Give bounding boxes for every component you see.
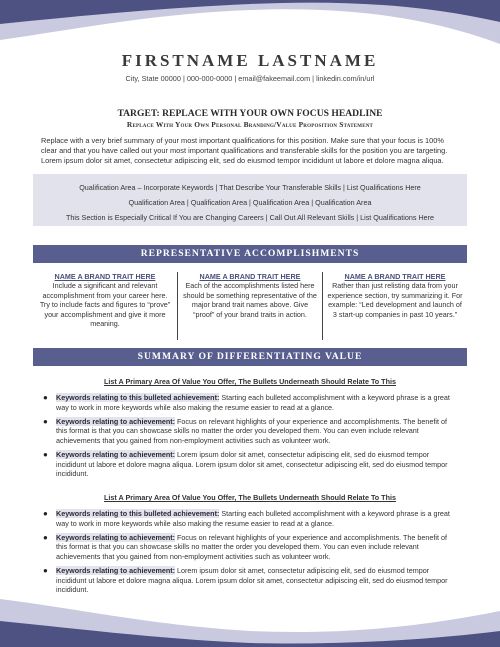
bullet-text: Starting each bulleted accomplishment with a keyword phrase is a great way to work in more keywords while also making the resume easier to read at a glance. — [56, 393, 450, 412]
contact-line: City, State 00000 | 000-000-0000 | email@fakeemail.com | linkedin.com/in/url — [125, 74, 375, 83]
qualifications-line: This Section is Especially Critical If You are Changing Careers | Call Out All Relevant Skills | List Qualifications Here — [65, 213, 435, 222]
value-area-title: List A Primary Area Of Value You Offer, The Bullets Underneath Should Relate To This — [104, 377, 396, 386]
qualifications-line: Qualification Area – Incorporate Keywords | That Describe Your Transferable Skills | List Qualifications Here — [79, 183, 421, 192]
brand-trait-body: Rather than just relisting data from your experience section, try summarizing it. For example: “Led development and launch of 3 start-up companies in past 10 years.” — [327, 281, 463, 319]
bullet-icon: ● — [43, 393, 48, 402]
bullet-icon: ● — [43, 509, 48, 518]
list-item — [40, 509, 460, 528]
brand-trait-body: Each of the accomplishments listed here should be something representative of the major brand trait names above. Give “proof” of your brand traits in action. — [183, 281, 317, 319]
bullet-keyword: Keywords relating to achievement: — [56, 416, 176, 426]
bullet-icon: ● — [43, 532, 48, 542]
candidate-name: FIRSTNAME LASTNAME — [121, 51, 379, 70]
branding-statement: Replace With Your Own Personal Branding/Value Proposition Statement — [126, 120, 374, 129]
bullet-keyword: Keywords relating to this bulleted achievement: — [56, 509, 220, 518]
bullet-text: Lorem ipsum dolor sit amet, consectetur adipiscing elit, sed do eiusmod tempor incididunt ut labore et dolore magna aliqua. Lorem ipsum dolor sit amet, consectetur adipiscing elit, sed do eiusmod tempor incididunt. — [56, 450, 448, 479]
bullet-keyword: Keywords relating to achievement: — [56, 532, 176, 542]
target-title: TARGET: REPLACE WITH YOUR OWN FOCUS HEADLINE — [117, 108, 383, 119]
bullet-keyword: Keywords relating to this bulleted achievement: — [56, 393, 220, 402]
bullet-text: Focus on relevant highlights of your experience and accomplishments. The benefit of this format is that you can showcase skills no matter the order you developed them. You can even include relevant achievements that you gained from non-employment activities such as volunteer work. — [56, 532, 447, 561]
list-item — [40, 393, 460, 412]
list-item — [40, 450, 460, 479]
value-area-title: List A Primary Area Of Value You Offer, The Bullets Underneath Should Relate To This — [104, 493, 396, 502]
brand-trait-body: Include a significant and relevant accomplishment from your career here. Try to include facts and figures to “prove” your accomplishment and give it more meaning. — [39, 281, 171, 329]
brand-trait-title: NAME A BRAND TRAIT HERE — [344, 272, 446, 281]
qualifications-box — [33, 174, 467, 226]
profile-summary: Replace with a very brief summary of your most important qualifications for this position. Make sure that your focus is 100% clear and that you have called out your most important qualifications and transferable skills for the position you are targeting. Lorem ipsum dolor sit amet, consectetur adipiscing elit, sed do eiusmod tempor incididunt ut labore et dolore magna aliqua. — [41, 136, 448, 165]
list-item — [40, 566, 460, 595]
list-item — [40, 417, 460, 446]
resume-header — [0, 51, 500, 83]
bullet-keyword: Keywords relating to achievement: — [56, 566, 176, 576]
brand-trait-column — [177, 272, 322, 340]
brand-traits-row — [33, 272, 467, 340]
value-bullet-list — [40, 509, 460, 600]
bullet-text: Lorem ipsum dolor sit amet, consectetur adipiscing elit, sed do eiusmod tempor incididunt ut labore et dolore magna aliqua. Lorem ipsum dolor sit amet, consectetur adipiscing elit, sed do eiusmod tempor incididunt. — [56, 566, 448, 595]
brand-trait-column — [322, 272, 467, 340]
brand-trait-column — [33, 272, 177, 340]
list-item — [40, 533, 460, 562]
bullet-keyword: Keywords relating to achievement: — [56, 450, 176, 460]
bullet-icon: ● — [43, 450, 48, 460]
value-bullet-list — [40, 393, 460, 484]
bullet-text: Starting each bulleted accomplishment with a keyword phrase is a great way to work in more keywords while also making the resume easier to read at a glance. — [56, 509, 450, 528]
brand-trait-title: NAME A BRAND TRAIT HERE — [54, 272, 156, 281]
bullet-icon: ● — [43, 416, 48, 426]
bullet-text: Focus on relevant highlights of your experience and accomplishments. The benefit of this format is that you can showcase skills no matter the order you developed them. You can even include relevant achievements that you gained from non-employment activities such as volunteer work. — [56, 416, 447, 445]
accomplishments-heading: REPRESENTATIVE ACCOMPLISHMENTS — [33, 245, 467, 263]
bullet-icon: ● — [43, 566, 48, 576]
value-heading: SUMMARY OF DIFFERENTIATING VALUE — [33, 348, 467, 366]
brand-trait-title: NAME A BRAND TRAIT HERE — [199, 272, 301, 281]
qualifications-line: Qualification Area | Qualification Area | Qualification Area | Qualification Area — [128, 198, 372, 207]
target-headline-block — [0, 108, 500, 129]
